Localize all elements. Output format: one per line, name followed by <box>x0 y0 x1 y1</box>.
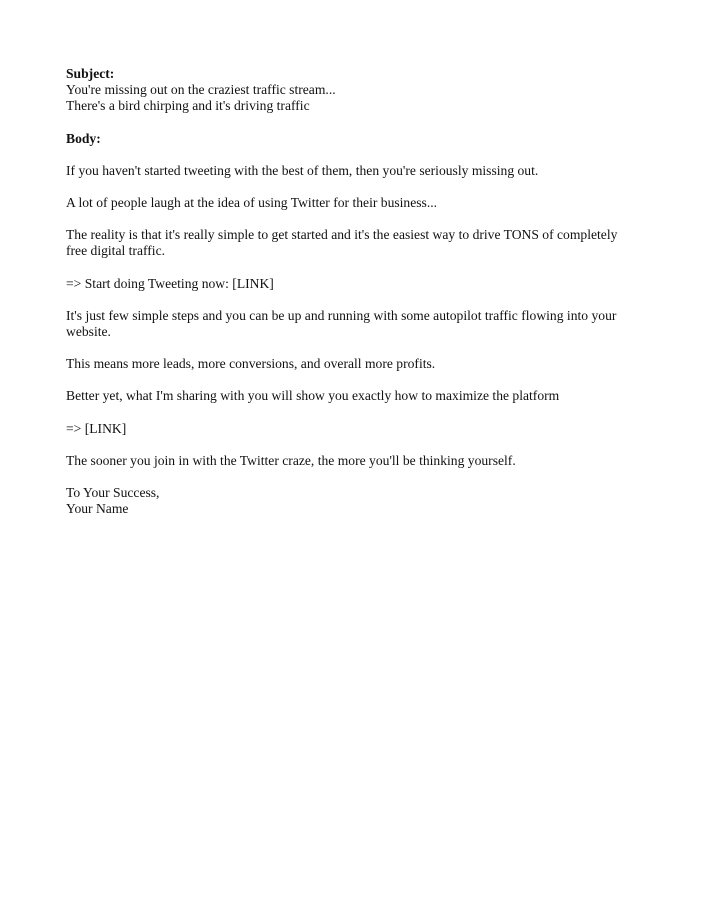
body-section <box>66 131 646 469</box>
paragraph-line: The sooner you join in with the Twitter craze, the more you'll be thinking yourself. <box>66 452 516 468</box>
signoff-section <box>66 485 646 517</box>
paragraph-line: => [LINK] <box>66 420 127 436</box>
body-paragraph <box>66 227 646 259</box>
body-paragraph <box>66 356 646 372</box>
paragraph-line: website. <box>66 324 111 340</box>
paragraph-line: Better yet, what I'm sharing with you will show you exactly how to maximize the platform <box>66 388 560 404</box>
paragraph-line: The reality is that it's really simple to get started and it's the easiest way to drive TONS of completely <box>66 227 618 243</box>
body-paragraph <box>66 421 646 437</box>
paragraph-line: free digital traffic. <box>66 243 166 259</box>
paragraph-line: A lot of people laugh at the idea of using Twitter for their business... <box>66 195 438 211</box>
body-label: Body: <box>66 130 101 146</box>
paragraph-line: => Start doing Tweeting now: [LINK] <box>66 275 274 291</box>
paragraph-line: It's just few simple steps and you can be up and running with some autopilot traffic flowing into your <box>66 307 617 323</box>
body-paragraph <box>66 163 646 179</box>
body-paragraph <box>66 308 646 340</box>
subject-label: Subject: <box>66 66 115 81</box>
email-template-document <box>66 66 646 517</box>
paragraph-line: If you haven't started tweeting with the best of them, then you're seriously missing out. <box>66 162 539 178</box>
signoff-closing: To Your Success, <box>66 485 160 501</box>
signoff-name: Your Name <box>66 501 129 517</box>
body-paragraph <box>66 388 646 404</box>
body-paragraph <box>66 453 646 469</box>
body-paragraph <box>66 276 646 292</box>
body-paragraph <box>66 195 646 211</box>
subject-section <box>66 66 646 115</box>
subject-line-1: You're missing out on the craziest traffic stream... <box>66 82 336 98</box>
paragraph-line: This means more leads, more conversions, and overall more profits. <box>66 356 436 372</box>
subject-line-2: There's a bird chirping and it's driving traffic <box>66 98 310 114</box>
